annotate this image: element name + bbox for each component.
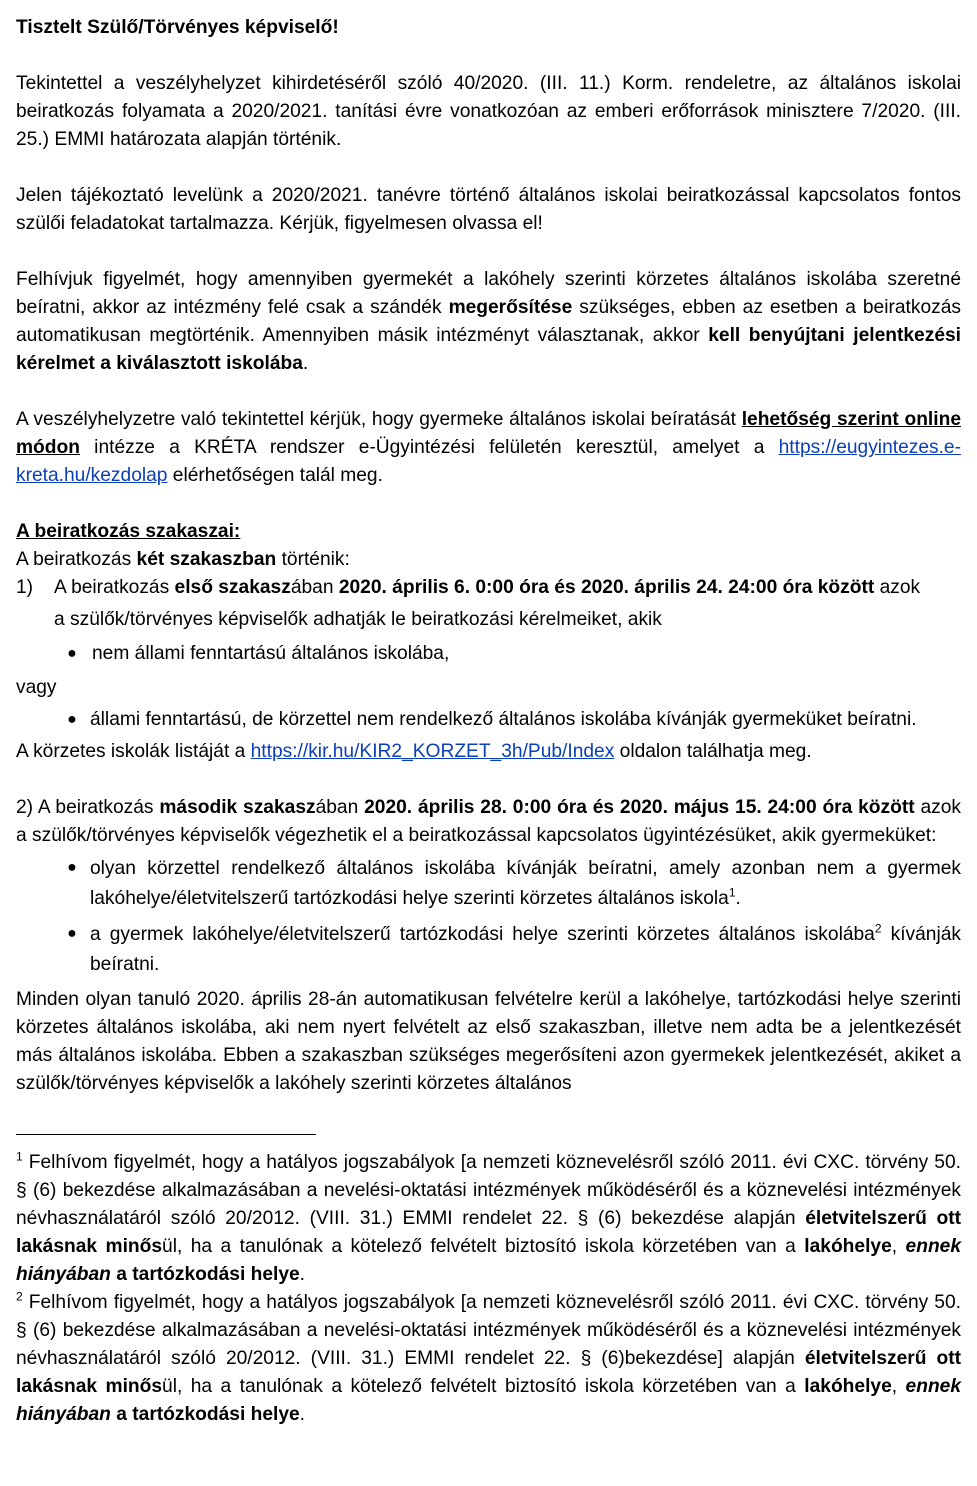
paragraph-automatic-admission: Minden olyan tanuló 2020. április 28-án automatikusan felvételre kerül a lakóhelye, tartózkodási helye szerinti körzetes általános iskolába, aki nem nyert felvételt az első szakaszban, illetve nem adta be a jelentkezését más általános iskolába. Ebben a szakaszban szükséges megerősíteni azon gyermekek jelentkezését, akiket a szülők/törvényes képviselők a lakóhely szerinti körzetes általános xyxy=(16,989,961,1094)
footnote-separator xyxy=(16,1134,316,1135)
stages-intro: A beiratkozás két szakaszban történik: xyxy=(16,549,350,570)
stage-1-text: A beiratkozás első szakaszában 2020. április 6. 0:00 óra és 2020. április 24. 24:00 óra között azok xyxy=(54,577,921,598)
footnote-1: $^1$ Felhívom figyelmét, hogy a hatályos jogszabályok [a nemzeti köznevelésről szóló 2011. évi CXC. törvény 50. § (6) bekezdése alkalmazásában a nevelési-oktatási intézmények működéséről és a köznevelési intézmények névhasználatáról szóló 20/2012. (VIII. 31.) EMMI rendelet 22. § (6) bekezdése alapján életvitelszerű ott lakásnak minősül, ha a tanulónak a kötelező felvételt biztosító iskola körzetében van a lakóhelye, ennek hiányában a tartózkodási helye. xyxy=(16,1149,962,1285)
bullet-icon: ● xyxy=(67,925,77,942)
paragraph-district-school: Felhívjuk figyelmét, hogy amennyiben gyermekét a lakóhely szerinti körzetes általános iskolába szeretné beíratni, akkor az intézmény felé csak a szándék megerősítése szükséges, ebben az esetben a beiratkozás automatikusan megtörténik. Amennyiben másik intézményt választanak, akkor kell benyújtani jelentkezési kérelmet a kiválasztott iskolába. xyxy=(16,269,962,374)
district-list-line: A körzetes iskolák listáját a https://kir.hu/KIR2_KORZET_3h/Pub/Index oldalon találhatja meg. xyxy=(16,741,812,762)
bullet-icon: ● xyxy=(67,711,77,728)
kreta-link[interactable]: https://eugyintezes.e-kreta.hu/kezdolap xyxy=(16,437,961,486)
list-item: ● nem állami fenntartású általános iskolába, xyxy=(16,640,961,668)
section-title: A beiratkozás szakaszai: xyxy=(16,521,241,542)
or-text: vagy xyxy=(16,677,57,698)
footnote-2: $^2$ Felhívom figyelmét, hogy a hatályos jogszabályok [a nemzeti köznevelésről szóló 2011. évi CXC. törvény 50. § (6) bekezdése alkalmazásában a nevelési-oktatási intézmények működéséről és a köznevelési intézmények névhasználatáról szóló 20/2012. (VIII. 31.) EMMI rendelet 22. § (6)bekezdése] alapján életvitelszerű ott lakásnak minősül, ha a tanulónak a kötelező felvételt biztosító iskola körzetében van a lakóhelye, ennek hiányában a tartózkodási helye. xyxy=(16,1289,962,1425)
list-item: ● állami fenntartású, de körzettel nem rendelkező általános iskolába kívánják gyermeküket beíratni. xyxy=(16,706,961,734)
footnote-ref-2: 2 xyxy=(874,921,882,936)
paragraph-online: A veszélyhelyzetre való tekintettel kérjük, hogy gyermeke általános iskolai beíratását lehetőség szerint online módon intézze a KRÉTA rendszer e-Ügyintézési felületén keresztül, amelyet a https://eugyintezes.e-kreta.hu/kezdolap elérhetőségen talál meg. xyxy=(16,409,961,486)
list-item: ● a gyermek lakóhelye/életvitelszerű tartózkodási helye szerinti körzetes általános iskolába$^2$ kívánják beíratni. xyxy=(16,920,961,980)
document-page xyxy=(16,14,961,1429)
bullet-icon: ● xyxy=(67,859,77,876)
stage-1-line2: a szülők/törvényes képviselők adhatják le beiratkozási kérelmeiket, akik xyxy=(54,609,662,630)
bullet-icon: ● xyxy=(67,645,77,662)
paragraph-intro: Tekintettel a veszélyhelyzet kihirdetéséről szóló 40/2020. (III. 11.) Korm. rendeletre, az általános iskolai beiratkozás folyamata a 2020/2021. tanítási évre vonatkozóan az emberi erőforrások minisztere 7/2020. (III. 25.) EMMI határozata alapján történik. xyxy=(16,73,961,150)
stage-2: 2) A beiratkozás második szakaszában 2020. április 28. 0:00 óra és 2020. május 15. 24:00 óra között azok a szülők/törvényes képviselők végezhetik el a beiratkozással kapcsolatos ügyintézésüket, akik gyermeküket: xyxy=(16,797,961,846)
stage-1-number: 1) xyxy=(16,577,34,598)
stage-1 xyxy=(16,574,961,602)
greeting: Tisztelt Szülő/Törvényes képviselő! xyxy=(16,17,339,38)
paragraph-purpose: Jelen tájékoztató levelünk a 2020/2021. tanévre történő általános iskolai beiratkozással kapcsolatos fontos szülői feladatokat tartalmazza. Kérjük, figyelmesen olvassa el! xyxy=(16,185,961,234)
footnote-ref-1: 1 xyxy=(728,885,736,900)
kir-district-link[interactable]: https://kir.hu/KIR2_KORZET_3h/Pub/Index xyxy=(250,741,615,762)
list-item: ● olyan körzettel rendelkező általános iskolába kívánják beíratni, amely azonban nem a gyermek lakóhelye/életvitelszerű tartózkodási helye szerinti körzetes általános iskola$^1$. xyxy=(16,854,961,914)
